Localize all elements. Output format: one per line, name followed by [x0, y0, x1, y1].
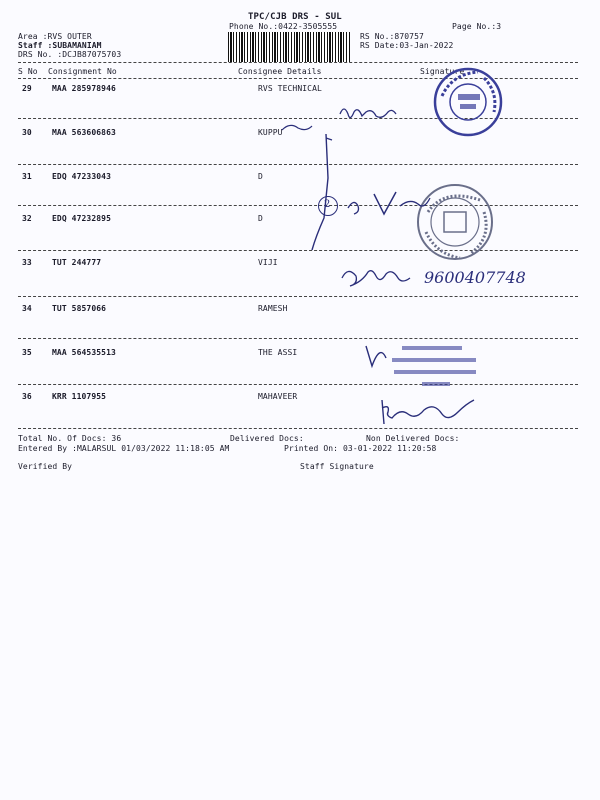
- consignment-number: EDQ 47232895: [52, 214, 111, 223]
- printed-on: Printed On: 03-01-2022 11:20:58: [284, 444, 437, 453]
- consignee-name: RAMESH: [258, 304, 288, 313]
- row-number: 30: [22, 128, 32, 137]
- circled-mark-number: 2: [324, 199, 331, 210]
- handwritten-bracket-mark: [276, 118, 336, 258]
- staff-label: Staff :SUBAMANIAM: [18, 41, 102, 50]
- row-divider: [18, 384, 578, 385]
- handwritten-signature: [338, 262, 418, 292]
- row-divider: [18, 428, 578, 429]
- phone-number: Phone No.:0422-3505555: [229, 22, 338, 31]
- consignment-number: MAA 563606863: [52, 128, 116, 137]
- row-number: 35: [22, 348, 32, 357]
- sheet-title: TPC/CJB DRS - SUL: [248, 12, 342, 22]
- row-number: 36: [22, 392, 32, 401]
- consignment-number: MAA 564535513: [52, 348, 116, 357]
- page-number: Page No.:3: [452, 22, 502, 31]
- handwritten-signature: [336, 102, 400, 126]
- column-consignment: Consignment No: [48, 67, 117, 76]
- column-signature: Signature: [420, 67, 465, 76]
- area-label: Area :RVS OUTER: [18, 32, 92, 41]
- consignee-name: D: [258, 214, 263, 223]
- drs-number: DRS No. :DCJB87075703: [18, 50, 122, 59]
- rs-date: RS Date:03-Jan-2022: [360, 41, 454, 50]
- row-divider: [18, 296, 578, 297]
- consignment-number: TUT 5857066: [52, 304, 107, 313]
- circled-mark: [318, 196, 338, 216]
- verified-by: Verified By: [18, 462, 73, 471]
- delivered-docs: Delivered Docs:: [230, 434, 304, 443]
- consignee-name: D: [258, 172, 263, 181]
- row-number: 29: [22, 84, 32, 93]
- handwritten-phone-note: 9600407748: [424, 268, 526, 287]
- non-delivered-docs: Non Delivered Docs:: [366, 434, 460, 443]
- consignee-name: THE ASSI: [258, 348, 298, 357]
- row-number: 31: [22, 172, 32, 181]
- row-number: 34: [22, 304, 32, 313]
- staff-signature-label: Staff Signature: [300, 462, 374, 471]
- row-number: 32: [22, 214, 32, 223]
- tamil-office-stamp: [362, 338, 480, 394]
- rs-number: RS No.:870757: [360, 32, 424, 41]
- consignment-number: EDQ 47233043: [52, 172, 111, 181]
- consignment-number: MAA 285978946: [52, 84, 116, 93]
- column-sno: S No: [18, 67, 38, 76]
- handwritten-signature: [344, 186, 434, 220]
- consignment-number: KRR 1107955: [52, 392, 107, 401]
- divider: [18, 62, 578, 63]
- consignee-name: RVS TECHNICAL: [258, 84, 322, 93]
- college-seal-stamp: [432, 66, 504, 138]
- handwritten-signature: [376, 394, 486, 428]
- consignee-name: VIJI: [258, 258, 278, 267]
- total-docs: Total No. Of Docs: 36: [18, 434, 122, 443]
- row-number: 33: [22, 258, 32, 267]
- consignment-number: TUT 244777: [52, 258, 102, 267]
- entered-by: Entered By :MALARSUL 01/03/2022 11:18:05 AM: [18, 444, 230, 453]
- barcode: [228, 32, 350, 62]
- consignee-name: KUPPU: [258, 128, 283, 137]
- consignee-name: MAHAVEER: [258, 392, 298, 401]
- column-consignee: Consignee Details: [238, 67, 322, 76]
- row-divider: [18, 338, 578, 339]
